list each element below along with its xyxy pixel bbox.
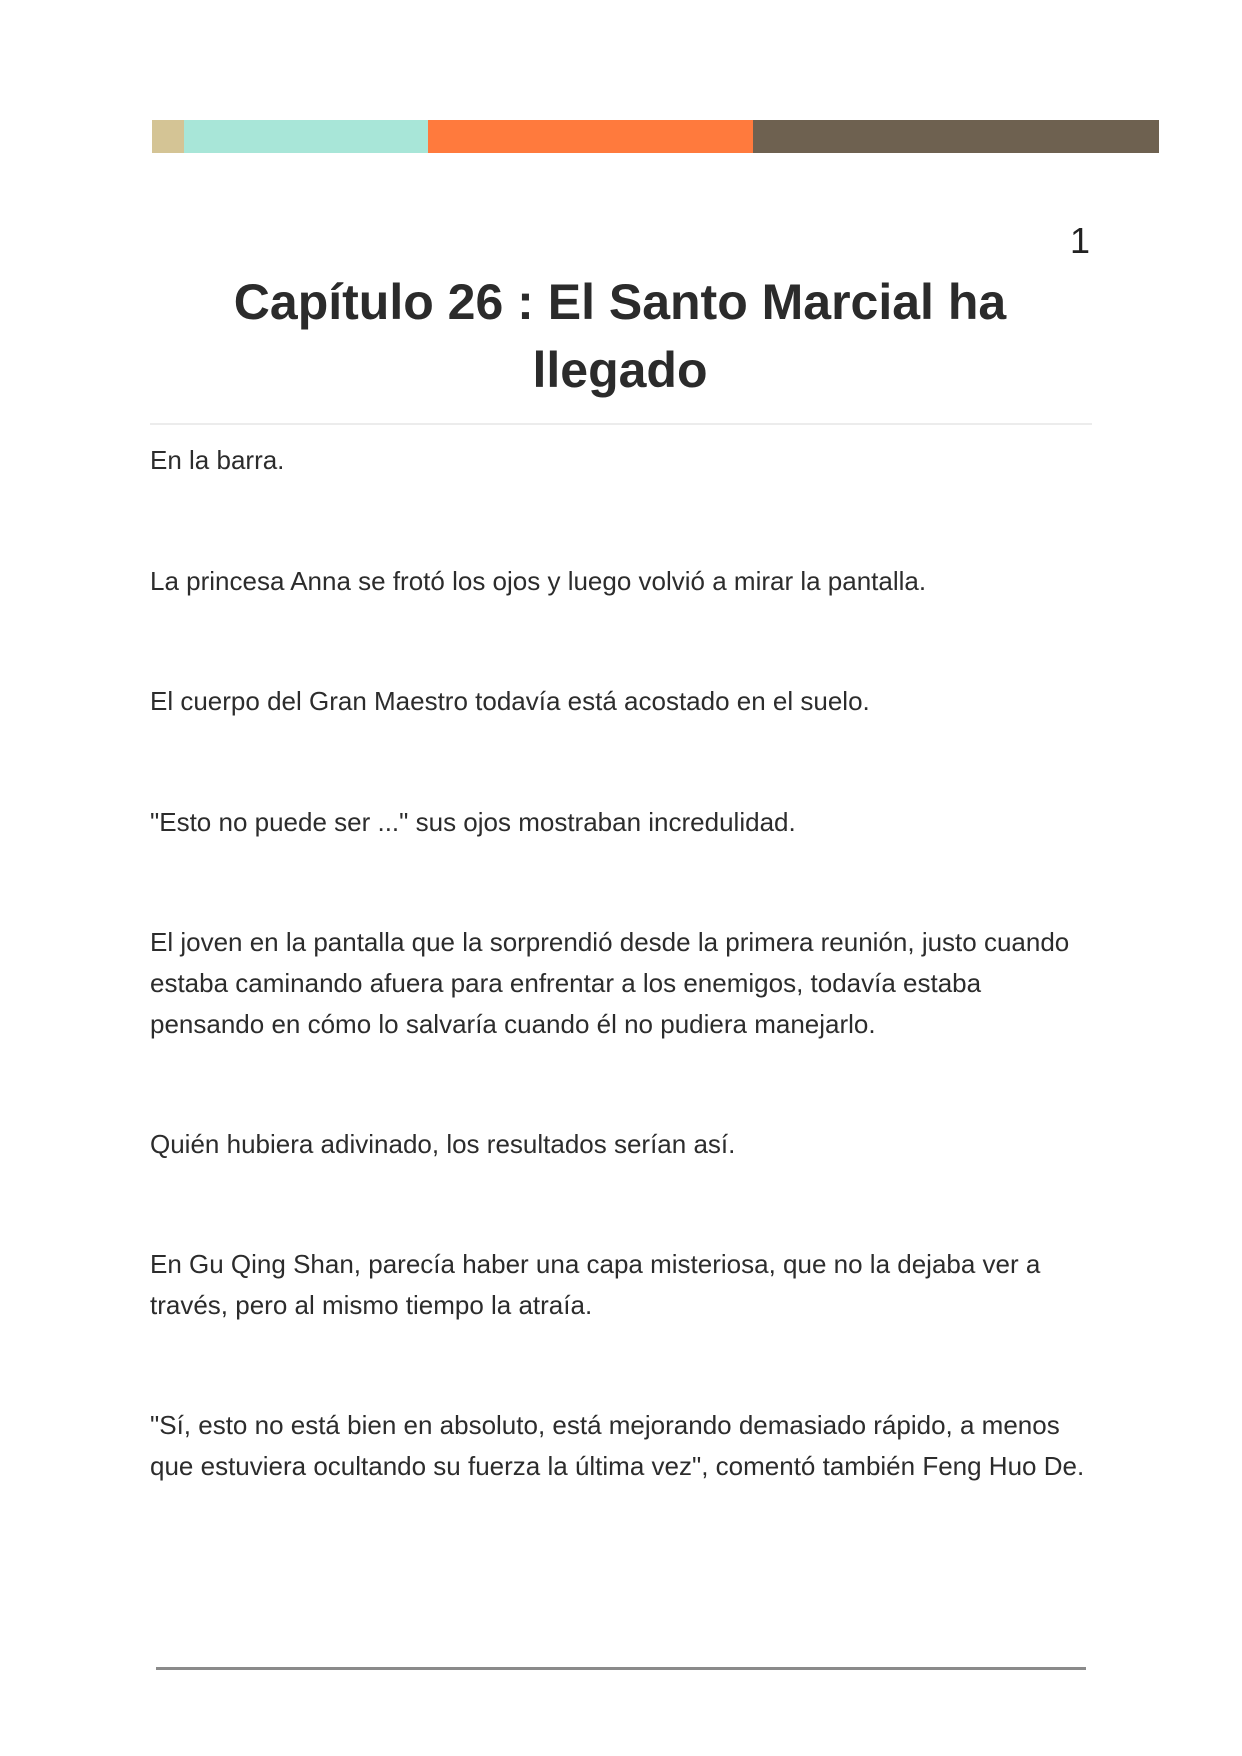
color-band-segment-tan — [152, 120, 184, 153]
paragraph-2: La princesa Anna se frotó los ojos y luego volvió a mirar la pantalla. — [150, 566, 927, 596]
chapter-title: Capítulo 26 : El Santo Marcial ha llegado — [233, 274, 1007, 398]
paragraph-8: "Sí, esto no está bien en absoluto, está mejorando demasiado rápido, a menos que estuviera ocultando su fuerza la última vez", comentó también Feng Huo De. — [150, 1410, 1085, 1481]
paragraph-3: El cuerpo del Gran Maestro todavía está acostado en el suelo. — [150, 686, 870, 716]
header-color-band — [152, 120, 1159, 153]
paragraph-5: El joven en la pantalla que la sorprendió desde la primera reunión, justo cuando estaba caminando afuera para enfrentar a los enemigos, todavía estaba pensando en cómo lo salvaría cuando él no pudiera manejarlo. — [150, 927, 1070, 1039]
page-number: 1 — [1069, 220, 1091, 261]
paragraph-4: "Esto no puede ser ..." sus ojos mostraban incredulidad. — [150, 807, 796, 837]
paragraph-7: En Gu Qing Shan, parecía haber una capa misteriosa, que no la dejaba ver a través, pero al mismo tiempo la atraía. — [150, 1249, 1041, 1320]
color-band-segment-mint — [184, 120, 428, 153]
title-divider — [150, 423, 1092, 425]
paragraph-1: En la barra. — [150, 445, 285, 475]
footer-divider — [156, 1667, 1086, 1670]
color-band-segment-brown — [753, 120, 1159, 153]
color-band-segment-orange — [428, 120, 753, 153]
paragraph-6: Quién hubiera adivinado, los resultados serían así. — [150, 1129, 736, 1159]
